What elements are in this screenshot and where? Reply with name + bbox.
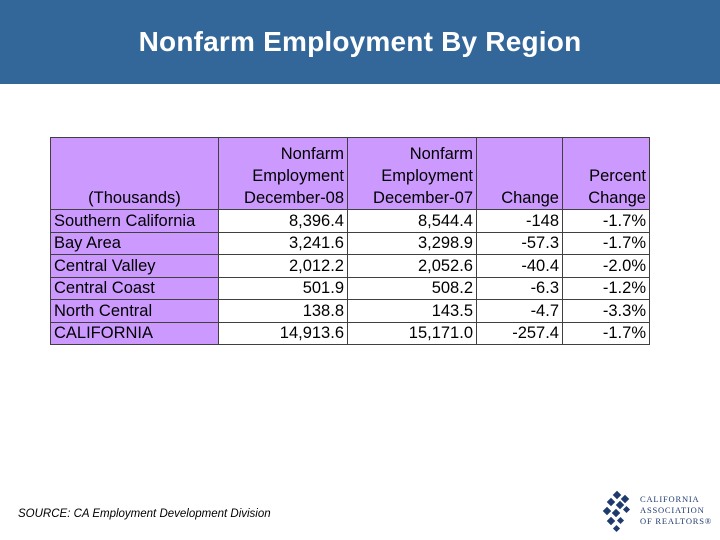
header-line: Employment: [381, 167, 473, 185]
dec07-cell: 8,544.4: [348, 210, 477, 233]
region-cell: Central Valley: [51, 255, 219, 278]
dec08-cell: 501.9: [219, 277, 348, 300]
percent-change-cell: -1.2%: [563, 277, 650, 300]
change-cell: -148: [477, 210, 563, 233]
header-change: [477, 138, 563, 210]
header-line: Nonfarm: [409, 145, 473, 163]
header-dec08: [219, 138, 348, 210]
header-line: Change: [501, 189, 559, 207]
dec08-cell: 138.8: [219, 300, 348, 323]
percent-change-cell: -3.3%: [563, 300, 650, 323]
dec07-cell: 3,298.9: [348, 232, 477, 255]
logo-line: CALIFORNIA: [640, 494, 700, 504]
percent-change-cell: -1.7%: [563, 232, 650, 255]
header-row: [51, 138, 650, 210]
header-line: December-08: [244, 189, 344, 207]
region-cell: North Central: [51, 300, 219, 323]
table-row: [51, 300, 650, 323]
dec08-cell: 3,241.6: [219, 232, 348, 255]
dec07-cell: 2,052.6: [348, 255, 477, 278]
percent-change-cell: -1.7%: [563, 210, 650, 233]
change-cell: -57.3: [477, 232, 563, 255]
car-logo-mark-icon: [600, 490, 640, 534]
header-line: Change: [588, 189, 646, 207]
change-cell: -6.3: [477, 277, 563, 300]
table-row: [51, 232, 650, 255]
header-percent-change: [563, 138, 650, 210]
header-line: December-07: [373, 189, 473, 207]
table-row: [51, 255, 650, 278]
change-cell: -40.4: [477, 255, 563, 278]
table-header: [51, 138, 650, 210]
logo-line: ASSOCIATION: [640, 505, 705, 515]
table-row: [51, 277, 650, 300]
change-cell: -4.7: [477, 300, 563, 323]
header-line: Employment: [252, 167, 344, 185]
table-row-total: [51, 322, 650, 345]
region-cell: Bay Area: [51, 232, 219, 255]
source-note: SOURCE: CA Employment Development Division: [18, 508, 271, 520]
logo-line: OF REALTORS®: [640, 516, 713, 526]
dec08-cell: 14,913.6: [219, 322, 348, 345]
employment-table: [50, 137, 650, 345]
dec07-cell: 15,171.0: [348, 322, 477, 345]
table-body: [51, 210, 650, 345]
car-logo-text: [640, 494, 712, 527]
percent-change-cell: -2.0%: [563, 255, 650, 278]
dec07-cell: 508.2: [348, 277, 477, 300]
change-cell: -257.4: [477, 322, 563, 345]
region-cell: Southern California: [51, 210, 219, 233]
region-cell: CALIFORNIA: [51, 322, 219, 345]
header-units: [51, 138, 219, 210]
dec08-cell: 8,396.4: [219, 210, 348, 233]
region-cell: Central Coast: [51, 277, 219, 300]
header-line: (Thousands): [88, 189, 181, 207]
header-line: Percent: [589, 167, 646, 185]
dec07-cell: 143.5: [348, 300, 477, 323]
header-dec07: [348, 138, 477, 210]
table-row: [51, 210, 650, 233]
car-logo: [600, 490, 712, 534]
slide-title: Nonfarm Employment By Region: [138, 26, 582, 57]
header-line: Nonfarm: [280, 145, 344, 163]
title-bar: [0, 0, 720, 84]
percent-change-cell: -1.7%: [563, 322, 650, 345]
dec08-cell: 2,012.2: [219, 255, 348, 278]
